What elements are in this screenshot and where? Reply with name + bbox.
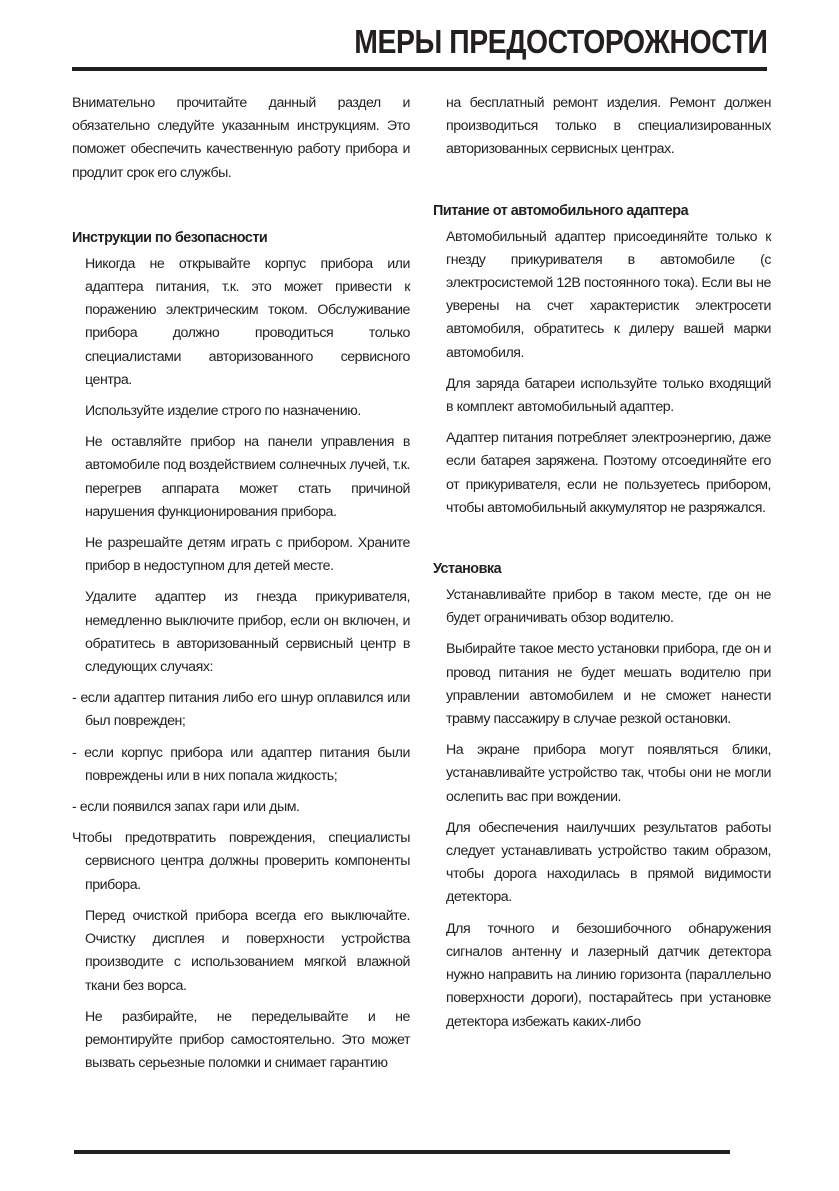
power-paragraph: Адаптер питания потребляет электроэнергию, даже если батарея заряжена. Поэтому отсоединяйте его от прикуривателя, если не пользуетесь прибором, чтобы автомобильный аккумулятор не разряжался.	[446, 430, 771, 516]
list-item: - если адаптер питания либо его шнур оплавился или был поврежден;	[72, 690, 410, 730]
install-paragraph: Для точного и безошибочного обнаружения сигналов антенну и лазерный датчик детектора нужно направить на линию горизонта (параллельно поверхности дороги), постарайтесь при установке детектора избежать каких-либо	[446, 920, 771, 1030]
header-rule	[72, 67, 767, 71]
list-item: - если появился запах гари или дым.	[72, 799, 300, 816]
install-heading: Установка	[433, 561, 502, 578]
power-paragraph: Для заряда батареи используйте только входящий в комплект автомобильный адаптер.	[446, 375, 771, 416]
power-heading: Питание от автомобильного адаптера	[433, 202, 689, 219]
power-paragraph: Автомобильный адаптер присоединяйте только к гнезду прикуривателя в автомобиле (с электросистемой 12В постоянного тока). Если вы не уверены на счет характеристик электросети автомобиля, обратитесь к дилеру вашей марки автомобиля.	[446, 228, 771, 361]
footer-rule	[74, 1150, 730, 1154]
safety-paragraph: Используйте изделие строго по назначению.	[85, 403, 361, 420]
safety-paragraph: Удалите адаптер из гнезда прикуривателя, немедленно выключите прибор, если он включен, и обратитесь в авторизованный сервисный центр в следующих случаях:	[85, 589, 410, 676]
safety-paragraph: Перед очисткой прибора всегда его выключайте. Очистку дисплея и поверхности устройства производите с использованием мягкой влажной ткани без ворса.	[85, 907, 410, 994]
intro-paragraph: Внимательно прочитайте данный раздел и обязательно следуйте указанным инструкциям. Это поможет обеспечить качественную работу прибора и продлит срок его службы.	[72, 95, 410, 181]
install-paragraph: Устанавливайте прибор в таком месте, где он не будет ограничивать обзор водителю.	[446, 587, 771, 627]
safety-paragraph: Не разрешайте детям играть с прибором. Храните прибор в недоступном для детей месте.	[85, 535, 410, 575]
safety-paragraph: Чтобы предотвратить повреждения, специалисты сервисного центра должны проверить компоненты прибора.	[72, 830, 410, 893]
install-paragraph: Выбирайте такое место установки прибора, где он и провод питания не будет мешать водителю при управлении автомобилем и не сможет нанести травму пассажиру в случае резкой остановки.	[446, 641, 771, 728]
install-paragraph: Для обеспечения наилучших результатов работы следует устанавливать устройство таким образом, чтобы дорога находилась в прямой видимости детектора.	[446, 819, 771, 906]
safety-paragraph: Не оставляйте прибор на панели управления в автомобиле под воздействием солнечных лучей, т.к. перегрев аппарата может стать причиной нарушения функционирования прибора.	[85, 434, 410, 520]
install-paragraph: На экране прибора могут появляться блики, устанавливайте устройство так, чтобы они не могли ослепить вас при вождении.	[446, 742, 771, 805]
safety-heading: Инструкции по безопасности	[72, 229, 268, 246]
right-column	[433, 92, 771, 1034]
continuation-paragraph: на бесплатный ремонт изделия. Ремонт должен производиться только в специализированных авторизованных сервисных центрах.	[446, 95, 771, 158]
left-column	[72, 92, 410, 1075]
list-item: - если корпус прибора или адаптер питания были повреждены или в них попала жидкость;	[72, 744, 410, 784]
page-title: МЕРЫ ПРЕДОСТОРОЖНОСТИ	[353, 23, 767, 60]
safety-paragraph: Не разбирайте, не переделывайте и не ремонтируйте прибор самостоятельно. Это может вызвать серьезные поломки и снимает гарантию	[85, 1008, 410, 1072]
safety-paragraph: Никогда не открывайте корпус прибора или адаптера питания, т.к. это может привести к поражению электрическим током. Обслуживание прибора должно проводиться только специалистами авторизованного сервисного центра.	[85, 255, 410, 388]
